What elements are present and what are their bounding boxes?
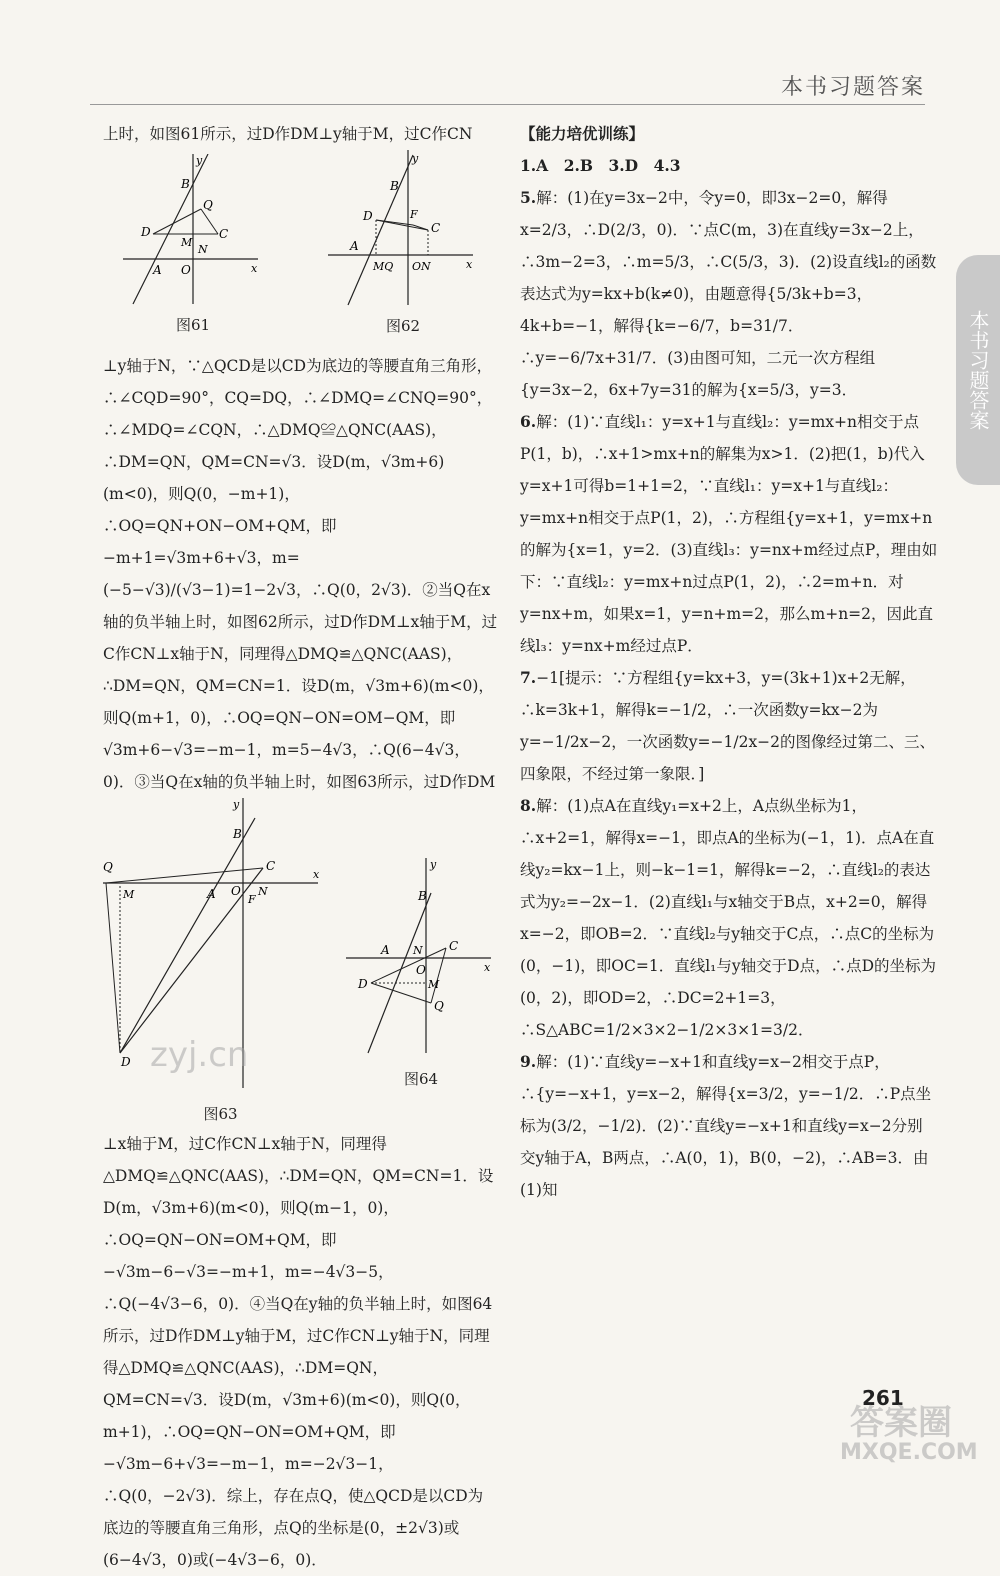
figure-61-caption: 图61 <box>175 316 211 334</box>
figure-63-caption: 图63 <box>203 1105 238 1123</box>
svg-text:C: C <box>266 859 276 873</box>
svg-text:x: x <box>466 258 473 271</box>
svg-text:D: D <box>141 225 151 239</box>
page-number: 261 <box>862 1386 904 1410</box>
svg-text:B: B <box>418 889 427 903</box>
svg-text:M: M <box>123 888 135 901</box>
svg-text:D: D <box>358 977 368 991</box>
svg-text:B: B <box>233 827 242 841</box>
svg-text:B: B <box>390 179 399 193</box>
svg-text:B: B <box>181 177 190 191</box>
q5-text: 解：(1)在y=3x−2中，令y=0，即3x−2=0，解得x=2/3，∴D(2/3，0)．∵点C(m，3)在直线y=3x−2上，∴3m−2=3，∴m=5/3，∴C(5/3，3)．(2)设直线l₂的函数表达式为y=kx+b(k≠0)，由题意得{5/3k+b=3，4k+b=−1，解得{k=−6/7，b=31/7．∴y=−6/7x+31/7．(3)由图可知，二元一次方程组{y=3x−2，6x+7y=31的解为{x=5/3，y=3． <box>520 189 937 399</box>
question-6 <box>520 406 938 662</box>
q8-text: 解：(1)点A在直线y₁=x+2上，A点纵坐标为1，∴x+2=1，解得x=−1，即点A的坐标为(−1，1)．点A在直线y₂=kx−1上，则−k−1=1，解得k=−2，∴直线l₂的表达式为y₂=−2x−1．(2)直线l₁与x轴交于B点，x+2=0，解得x=−2，即OB=2．∵直线l₂与y轴交于C点，∴点C的坐标为(0，−1)，即OC=1．直线l₁与y轴交于D点，∴点D的坐标为(0，2)，即OD=2，∴DC=2+1=3，∴S△ABC=1/2×3×2−1/2×3×1=3/2． <box>520 797 937 1039</box>
svg-text:O: O <box>231 884 241 898</box>
q5-number: 5. <box>520 188 537 207</box>
svg-text:A: A <box>350 239 359 253</box>
figure-62-graph <box>328 150 478 310</box>
figure-64-graph <box>346 858 496 1063</box>
q7-number: 7. <box>520 668 537 687</box>
svg-text:N: N <box>413 944 423 957</box>
svg-text:O: O <box>416 963 426 977</box>
svg-text:D: D <box>121 1055 131 1069</box>
figure-64 <box>346 858 496 1095</box>
svg-text:Q: Q <box>434 999 444 1013</box>
figure-62 <box>328 150 478 342</box>
svg-text:F: F <box>248 893 256 906</box>
q9-text: 解：(1)∵直线y=−x+1和直线y=x−2相交于点P，∴{y=−x+1，y=x−2，解得{x=3/2，y=−1/2．∴P点坐标为(3/2，−1/2)．(2)∵直线y=−x+1和直线y=x−2分别交y轴于A，B两点，∴A(0，1)，B(0，−2)，∴AB=3．由(1)知 <box>520 1053 932 1199</box>
svg-text:M: M <box>181 236 193 249</box>
left-para-3: ⊥x轴于M，过C作CN⊥x轴于N，同理得△DMQ≌△QNC(AAS)，∴DM=QN，QM=CN=1．设D(m，√3m+6)(m<0)，则Q(m−1，0)，∴OQ=QN−ON=OM+QM，即−√3m−6−√3=−m+1，m=−4√3−5，∴Q(−4√3−6，0)．④当Q在y轴的负半轴上时，如图64所示，过D作DM⊥y轴于M，过C作CN⊥y轴于N，同理得△DMQ≌△QNC(AAS)，∴DM=QN，QM=CN=√3．设D(m，√3m+6)(m<0)，则Q(0，m+1)，∴OQ=QN−ON=OM+QM，即−√3m−6+√3=−m−1，m=−2√3−1，∴Q(0，−2√3)．综上，存在点Q，使△QCD是以CD为底边的等腰直角三角形，点Q的坐标是(0，±2√3)或(6−4√3，0)或(−4√3−6，0)． <box>103 1135 494 1569</box>
figure-61-graph <box>123 154 263 309</box>
q7-text: −1[提示：∵方程组{y=kx+3，y=(3k+1)x+2无解，∴k=3k+1，解得k=−1/2，∴一次函数y=kx−2为y=−1/2x−2，一次函数y=−1/2x−2的图像经过第二、三、四象限，不经过第一象限．] <box>520 669 936 783</box>
side-tab: 本书习题答案 <box>956 255 1000 485</box>
figure-row-63-64 <box>103 798 498 1128</box>
svg-text:O: O <box>181 263 191 277</box>
svg-text:C: C <box>219 227 229 241</box>
svg-text:F: F <box>410 208 418 221</box>
header-rule <box>90 104 925 105</box>
svg-text:D: D <box>363 209 373 223</box>
svg-text:x: x <box>484 961 491 974</box>
svg-text:y: y <box>233 798 240 811</box>
question-8 <box>520 790 938 1046</box>
answers-1-4: 1.A 2.B 3.D 4.3 <box>520 156 681 175</box>
svg-text:ON: ON <box>412 260 431 273</box>
figure-61 <box>123 154 263 341</box>
section-title: 【能力培优训练】 <box>520 124 645 143</box>
svg-text:MQ: MQ <box>373 260 394 273</box>
watermark-zyj: zyj.cn <box>150 1035 249 1075</box>
svg-text:A: A <box>207 887 216 901</box>
right-column <box>520 118 938 1206</box>
q6-text: 解：(1)∵直线l₁：y=x+1与直线l₂：y=mx+n相交于点P(1，b)，∴x+1>mx+n的解集为x>1．(2)把(1，b)代入y=x+1可得b=1+1=2，∵直线l₁：y=x+1与直线l₂：y=mx+n相交于点P(1，2)，∴方程组{y=x+1，y=mx+n的解为{x=1，y=2．(3)直线l₃：y=nx+m经过点P，理由如下：∵直线l₂：y=mx+n过点P(1，2)，∴2=m+n．对y=nx+m，如果x=1，y=n+m=2，那么m+n=2，因此直线l₃：y=nx+m经过点P． <box>520 413 938 655</box>
left-para-2: ⊥y轴于N，∵△QCD是以CD为底边的等腰直角三角形，∴∠CQD=90°，CQ=DQ，∴∠DMQ=∠CNQ=90°，∴∠MDQ=∠CQN，∴△DMQ≌△QNC(AAS)，∴DM=QN，QM=CN=√3．设D(m，√3m+6)(m<0)，则Q(0，−m+1)，∴OQ=QN+ON−OM+QM，即−m+1=√3m+6+√3，m=(−5−√3)/(√3−1)=1−2√3，∴Q(0，2√3)．②当Q在x轴的负半轴上时，如图62所示，过D作DM⊥x轴于M，过C作CN⊥x轴于N，同理得△DMQ≌△QNC(AAS)，∴DM=QN，QM=CN=1．设D(m，√3m+6)(m<0)，则Q(m+1，0)，∴OQ=QN−ON=OM−QM，即√3m+6−√3=−m−1，m=5−4√3，∴Q(6−4√3，0)．③当Q在x轴的负半轴上时，如图63所示，过D作DM <box>103 357 498 791</box>
svg-text:M: M <box>428 978 440 991</box>
svg-text:C: C <box>431 221 441 235</box>
figure-62-caption: 图62 <box>385 317 421 335</box>
figure-63 <box>103 798 338 1130</box>
watermark-mxqe: MXQE.COM <box>840 1440 978 1465</box>
left-para-1: 上时，如图61所示，过D作DM⊥y轴于M，过C作CN <box>103 125 473 143</box>
svg-text:x: x <box>313 868 320 881</box>
running-header: 本书习题答案 <box>780 75 925 100</box>
svg-text:N: N <box>258 885 268 898</box>
svg-text:A: A <box>381 943 390 957</box>
q9-number: 9. <box>520 1052 537 1071</box>
figure-row-61-62 <box>103 150 498 350</box>
question-9 <box>520 1046 938 1206</box>
svg-text:Q: Q <box>103 860 113 874</box>
svg-text:y: y <box>412 152 419 165</box>
svg-text:y: y <box>430 858 437 871</box>
svg-text:Q: Q <box>203 198 213 212</box>
q6-number: 6. <box>520 412 537 431</box>
question-5 <box>520 182 938 406</box>
question-7 <box>520 662 938 790</box>
watermark-daan: 答案圈 <box>850 1403 952 1443</box>
svg-text:A: A <box>153 263 162 277</box>
svg-text:N: N <box>198 243 208 256</box>
figure-64-caption: 图64 <box>403 1070 439 1088</box>
svg-text:x: x <box>251 262 258 275</box>
left-column <box>103 118 498 1576</box>
svg-text:y: y <box>196 154 203 167</box>
q8-number: 8. <box>520 796 537 815</box>
svg-text:C: C <box>449 939 459 953</box>
